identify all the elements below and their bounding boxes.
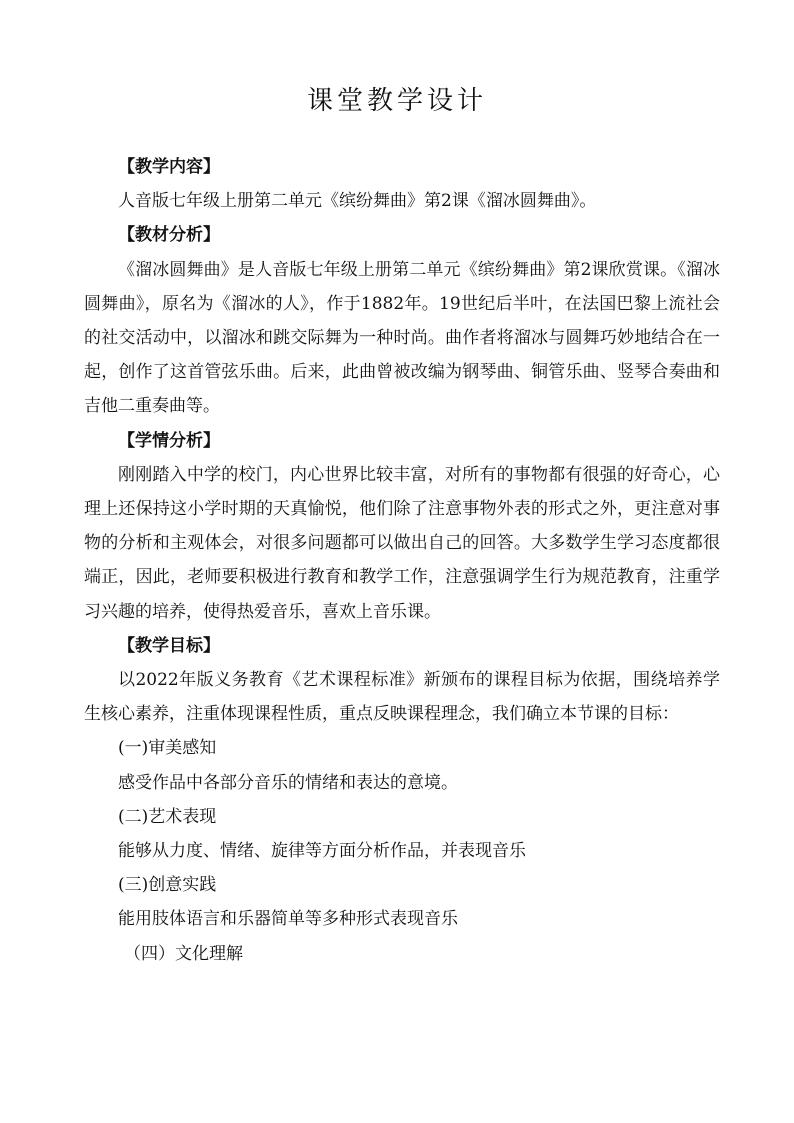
goal-text-creative: 能用肢体语言和乐器简单等多种形式表现音乐 — [118, 909, 458, 930]
goal-label-expression: (二)艺术表现 — [118, 806, 217, 827]
paragraph-goals-intro: 以2022年版义务教育《艺术课程标准》新颁布的课程目标为依据，围绕培养学生核心素养，注重体现课程性质，重点反映课程理念，我们确立本节课的目标： — [84, 670, 720, 725]
heading-teaching-content: 【教学内容】 — [118, 157, 220, 177]
goal-label-aesthetic: (一)审美感知 — [118, 738, 217, 759]
heading-material-analysis: 【教材分析】 — [118, 225, 220, 246]
paragraph-student-analysis: 刚刚踏入中学的校门，内心世界比较丰富，对所有的事物都有很强的好奇心，心理上还保持这小学时期的天真愉悦，他们除了注意事物外表的形式之外，更注意对事物的分析和主观体会，对很多问题都可以做出自己的回答。大多数学生学习态度都很端正，因此，老师要积极进行教育和教学工作，注意强调学生行为规范教育，注重学习兴趣的培养，使得热爱音乐，喜欢上音乐课。 — [84, 464, 720, 622]
heading-student-analysis: 【学情分析】 — [118, 430, 220, 451]
paragraph-material-analysis: 《溜冰圆舞曲》是人音版七年级上册第二单元《缤纷舞曲》第2课欣赏课。《溜冰圆舞曲》，原名为《溜冰的人》，作于1882年。19世纪后半叶，在法国巴黎上流社会的社交活动中，以溜冰和跳交际舞为一种时尚。曲作者将溜冰与圆舞巧妙地结合在一起，创作了这首管弦乐曲。后来，此曲曾被改编为钢琴曲、铜管乐曲、竖琴合奏曲和吉他二重奏曲等。 — [84, 259, 720, 417]
goal-text-expression: 能够从力度、情绪、旋律等方面分析作品，并表现音乐 — [118, 841, 526, 862]
goal-label-culture: （四）文化理解 — [124, 943, 243, 964]
document-body — [84, 150, 720, 971]
goal-text-aesthetic: 感受作品中各部分音乐的情绪和表达的意境。 — [118, 772, 458, 793]
page-title: 课堂教学设计 — [306, 86, 487, 116]
paragraph-teaching-content: 人音版七年级上册第二单元《缤纷舞曲》第2课《溜冰圆舞曲》。 — [118, 191, 597, 212]
heading-teaching-goals: 【教学目标】 — [118, 635, 220, 656]
goal-label-creative: (三)创意实践 — [118, 875, 217, 896]
